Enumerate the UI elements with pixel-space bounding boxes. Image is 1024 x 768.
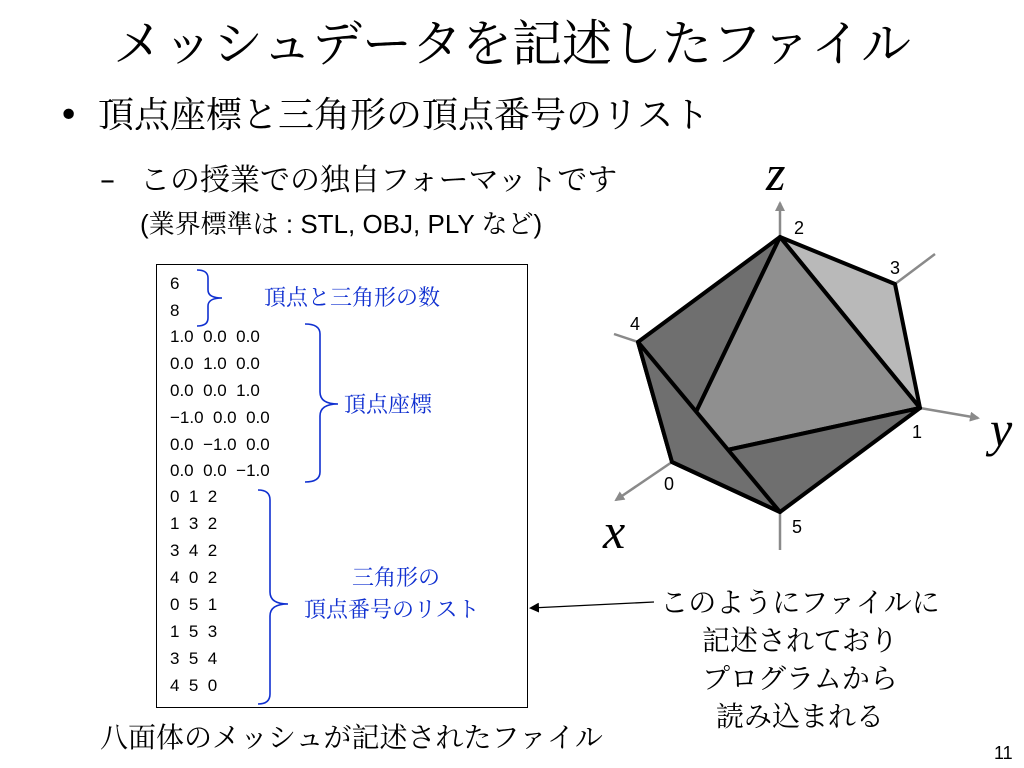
page-number: 11 xyxy=(994,743,1013,763)
neg-x-axis-line xyxy=(895,254,935,284)
bullet-marker: • xyxy=(58,95,80,136)
file-line-vertex: 0.0 1.0 0.0 xyxy=(170,354,260,373)
note-line: 記述されており xyxy=(701,624,898,657)
brace-coords xyxy=(305,324,338,482)
annotation-triangles-line1: 三角形の xyxy=(352,566,441,591)
sub-bullet-text: この授業での独自フォーマットです xyxy=(140,163,618,198)
vertex-label-1: 1 xyxy=(912,422,923,442)
neg-y-axis-line xyxy=(614,334,638,342)
file-line-triangle: 4 5 0 xyxy=(170,676,218,695)
file-line-triangle: 0 5 1 xyxy=(170,595,218,614)
file-line-triangle: 4 0 2 xyxy=(170,568,218,587)
file-line-vertex: 0.0 0.0 −1.0 xyxy=(170,461,270,480)
note-line: 読み込まれる xyxy=(715,700,884,733)
vertex-label-5: 5 xyxy=(792,517,803,537)
file-line-triangle-count: 8 xyxy=(170,301,180,320)
note-line: プログラムから xyxy=(702,662,898,695)
annotation-coords: 頂点座標 xyxy=(344,393,433,418)
file-line-triangle: 3 4 2 xyxy=(170,541,218,560)
vertex-label-3: 3 xyxy=(890,258,901,278)
file-line-vertex: −1.0 0.0 0.0 xyxy=(170,408,270,427)
y-axis-label: y xyxy=(990,401,1013,457)
file-line-triangle: 0 1 2 xyxy=(170,487,218,506)
file-line-vertex: 1.0 0.0 0.0 xyxy=(170,327,260,346)
z-axis-label: z xyxy=(766,145,786,201)
vertex-label-4: 4 xyxy=(630,314,641,334)
vertex-label-0: 0 xyxy=(664,474,675,494)
vertex-label-2: 2 xyxy=(794,218,805,238)
file-line-triangle: 3 5 4 xyxy=(170,649,218,668)
page-title: メッシュデータを記述したファイル xyxy=(113,15,911,73)
annotation-triangles-line2: 頂点番号のリスト xyxy=(304,598,480,623)
sub-bullet-marker: – xyxy=(100,163,115,198)
file-line-vertex: 0.0 −1.0 0.0 xyxy=(170,435,270,454)
note-line: このようにファイルに xyxy=(660,586,940,619)
file-line-vertex: 0.0 0.0 1.0 xyxy=(170,381,260,400)
y-axis-line xyxy=(920,408,978,418)
sub-bullet-note: (業界標準は : STL, OBJ, PLY など) xyxy=(140,209,543,239)
figure-caption: 八面体のメッシュが記述されたファイル xyxy=(100,721,603,754)
annotation-counts: 頂点と三角形の数 xyxy=(264,286,441,311)
file-line-vertex-count: 6 xyxy=(170,274,180,293)
brace-counts xyxy=(197,270,222,326)
x-axis-label: x xyxy=(603,503,626,559)
bullet-text: 頂点座標と三角形の頂点番号のリスト xyxy=(98,95,710,136)
brace-triangles xyxy=(258,490,288,704)
file-line-triangle: 1 5 3 xyxy=(170,622,218,641)
file-line-triangle: 1 3 2 xyxy=(170,514,218,533)
explanation-note xyxy=(600,584,1000,736)
